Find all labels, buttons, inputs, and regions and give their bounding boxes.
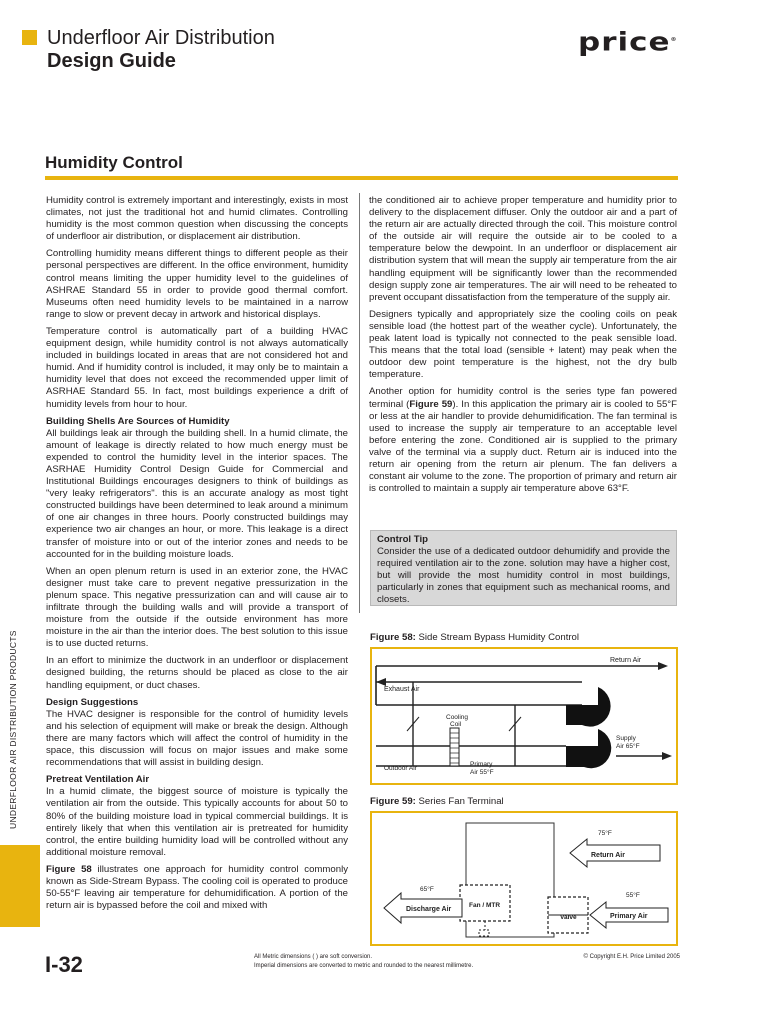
return-air-label: Return Air (610, 657, 642, 664)
header-subtitle: Underfloor Air Distribution (47, 27, 275, 49)
primary-temp-label: Air 55°F (470, 769, 494, 776)
header-accent-square (22, 30, 37, 45)
supply-label: Supply (616, 735, 636, 742)
page-number: I-32 (45, 952, 83, 977)
paragraph: Controlling humidity means different things to different people as their personal perspectives are different. In the office environment, humidity control means limiting the upper humidity level to the guidelines of ASHRAE Standard 55 in order to provide good thermal comfort. Museums often need humidity levels to be maintained in a narrow range to slow or prevent decay in artwork and historical displays. (46, 248, 348, 320)
figure-reference: Figure 58 (46, 863, 92, 875)
outdoor-air-label: Outdoor Air (384, 765, 417, 772)
primary-label: Primary (470, 761, 493, 768)
figure-58-svg (372, 649, 676, 783)
figure-59-caption (370, 796, 504, 807)
logo-text: price (578, 27, 671, 58)
primary-temp-label: 55°F (626, 892, 640, 899)
price-logo (578, 27, 678, 58)
figure-59-label: Figure 59: (370, 796, 416, 807)
exhaust-air-label: Exhaust Air (384, 686, 420, 693)
paragraph: The HVAC designer is responsible for the control of humidity levels and his selection of equipment will make or break the design. Although there are many factors which will affect the control of humidity in the space, this discussion will focus on major issues and make some recommendations that will assist in building design. (46, 708, 348, 769)
footer-metric-note: All Metric dimensions ( ) are soft conversion. (254, 954, 373, 960)
side-section-label: UNDERFLOOR AIR DISTRIBUTION PRODUCTS (8, 630, 18, 829)
figure-59-diagram (370, 811, 678, 946)
control-tip-text: Consider the use of a dedicated outdoor dehumidify and provide the required ventilation air to the zone. solution may have a higher cost, but will provide the most humidity control in most buildings, particularly in zones that equipment such as mechanical rooms, and closets. (377, 546, 670, 606)
figure-58-diagram (370, 647, 678, 785)
header-title: Design Guide (47, 50, 176, 72)
right-column (369, 195, 677, 500)
paragraph: When an open plenum return is used in an exterior zone, the HVAC designer must take care to prevent negative pressurization in the plenum space. This negative pressurization can and will cause air to infiltrate through the building walls and will provide a transport of moisture from the outside if the outside environment has more moisture in the air than the interior does. The best solution to this issue is to use ducted returns. (46, 565, 348, 650)
logo-registered-mark: ® (670, 37, 678, 43)
paragraph (369, 386, 677, 495)
paragraph: Designers typically and appropriately size the cooling coils on peak sensible load (the hottest part of the weather cycle). Unfortunately, the peak latent load is typically not connected to the peak sensible load. This means that the total load (sensible + latent) may peak when the outdoor dew point temperature is the highest, not the dry bulb temperature. (369, 308, 677, 381)
discharge-air-label: Discharge Air (406, 906, 452, 913)
paragraph-text: illustrates one approach for humidity control commonly known as Side-Stream Bypass. The cooling coil is operated to produce 50-55°F leaving air temperature for dehumidification. A portion of the return air is bypassed before the coil and mixed with (46, 863, 348, 912)
figure-59-caption-text: Series Fan Terminal (418, 796, 504, 807)
paragraph: Humidity control is extremely important and interestingly, exists in most climates, not just the traditional hot and humid climates. Controlling humidity is the most common question when discussing the concepts of underfloor air distribution, or displacement air distribution. (46, 195, 348, 243)
paragraph: Temperature control is automatically part of a building HVAC equipment design, while humidity control is not always automatically included in buildings located in areas that are not considered hot and humid. And if humidity control is included, it may only be to maintain a humidity level that does not exceed the recommended upper limit of ASRHAE Standard 55. In fact, most buildings experience a drift of humidity levels from hour to hour. (46, 325, 348, 410)
column-divider (359, 193, 360, 613)
paragraph-text: ). In this application the primary air is cooled to 55°F or less at the air handler to provide dehumidification. The fan terminal is used to increase the supply air temperature to an acceptable level before entering the zone. Conditioned air is supplied to the primary valve of the terminal via a supply duct. Return air is induced into the return air opening from the return air plenum. The fan delivers a constant air volume to the zone. The proportion of primary and return air is controlled to maintain a supply air temperature above 63°F. (369, 398, 677, 495)
footer-copyright: © Copyright E.H. Price Limited 2005 (583, 954, 680, 960)
footer-imperial-note: Imperial dimensions are converted to metric and rounded to the nearest millimetre. (254, 963, 474, 969)
subheading: Design Suggestions (46, 696, 139, 708)
figure-59-svg (372, 813, 676, 944)
figure-58-caption-text: Side Stream Bypass Humidity Control (418, 632, 580, 643)
control-tip-title: Control Tip (377, 534, 428, 545)
cooling-label: Cooling (446, 714, 469, 721)
figure-58-label: Figure 58: (370, 632, 416, 643)
fan-mtr-label: Fan / MTR (469, 902, 501, 909)
figure-58-caption (370, 632, 579, 643)
control-tip-box (370, 530, 677, 606)
paragraph-text: Another option for humidity control is the series type fan powered terminal ( (369, 386, 677, 410)
valve-label: Valve (560, 914, 577, 921)
return-temp-label: 75°F (598, 830, 612, 837)
primary-air-label: Primary Air (610, 913, 648, 920)
coil-label: Coil (450, 721, 462, 728)
paragraph: In a humid climate, the biggest source of moisture is typically the ventilation air from the outside. This typically accounts for about 50 to 80% of the building moisture load in typical commercial buildings. It is entirely likely that when this ventilation air is pretreated for humidity control, the entire building humidity load will be controlled without any additional moisture removal. (46, 786, 348, 858)
paragraph: All buildings leak air through the building shell. In a humid climate, the amount of leakage is directly related to how much energy must be expended to control the humidity level in the interior spaces. The ASRHAE Humidity Control Design Guide for Commercial and Institutional Buildings encourages designers to think of buildings as "very leaky refrigerators". this is an accurate analogy as most tight constructed buildings have been determined to leak around a minimum of one air changes in three hours. Poorly constructed buildings may experience two air changes an hour, or more. This leakage is a direct transfer of moisture into or out of the interior zones and needs to be accounted for in the building moisture loads. (46, 427, 348, 560)
side-section-tab (0, 845, 40, 927)
left-column (46, 195, 348, 917)
subheading: Pretreat Ventilation Air (46, 774, 150, 786)
section-rule (45, 176, 678, 180)
return-air-label: Return Air (591, 852, 625, 859)
discharge-temp-label: 65°F (420, 886, 434, 893)
paragraph (46, 864, 348, 912)
supply-temp-label: Air 65°F (616, 743, 640, 750)
section-title: Humidity Control (45, 153, 183, 172)
subheading: Building Shells Are Sources of Humidity (46, 415, 230, 427)
footer (254, 953, 680, 971)
figure-reference: Figure 59 (409, 398, 453, 410)
paragraph: the conditioned air to achieve proper temperature and humidity prior to delivery to the displacement diffuser. Only the outdoor air and a part of the return air are actually directed through the coil. This moisture control of the outside air will require the outside air to be cooled to a temperature below the dewpoint. In an underfloor or displacement air distribution system that will mean the supply air temperature from the air handling equipment will be significantly lower than the recommended design supply zone air temperatures. The air will need to be reheated to prevent occupant dissatisfaction from the temperature of the supply air. (369, 195, 677, 303)
paragraph: In an effort to minimize the ductwork in an underfloor or displacement designed building, the returns should be placed as close to the air handling equipment, or duct chases. (46, 655, 348, 691)
